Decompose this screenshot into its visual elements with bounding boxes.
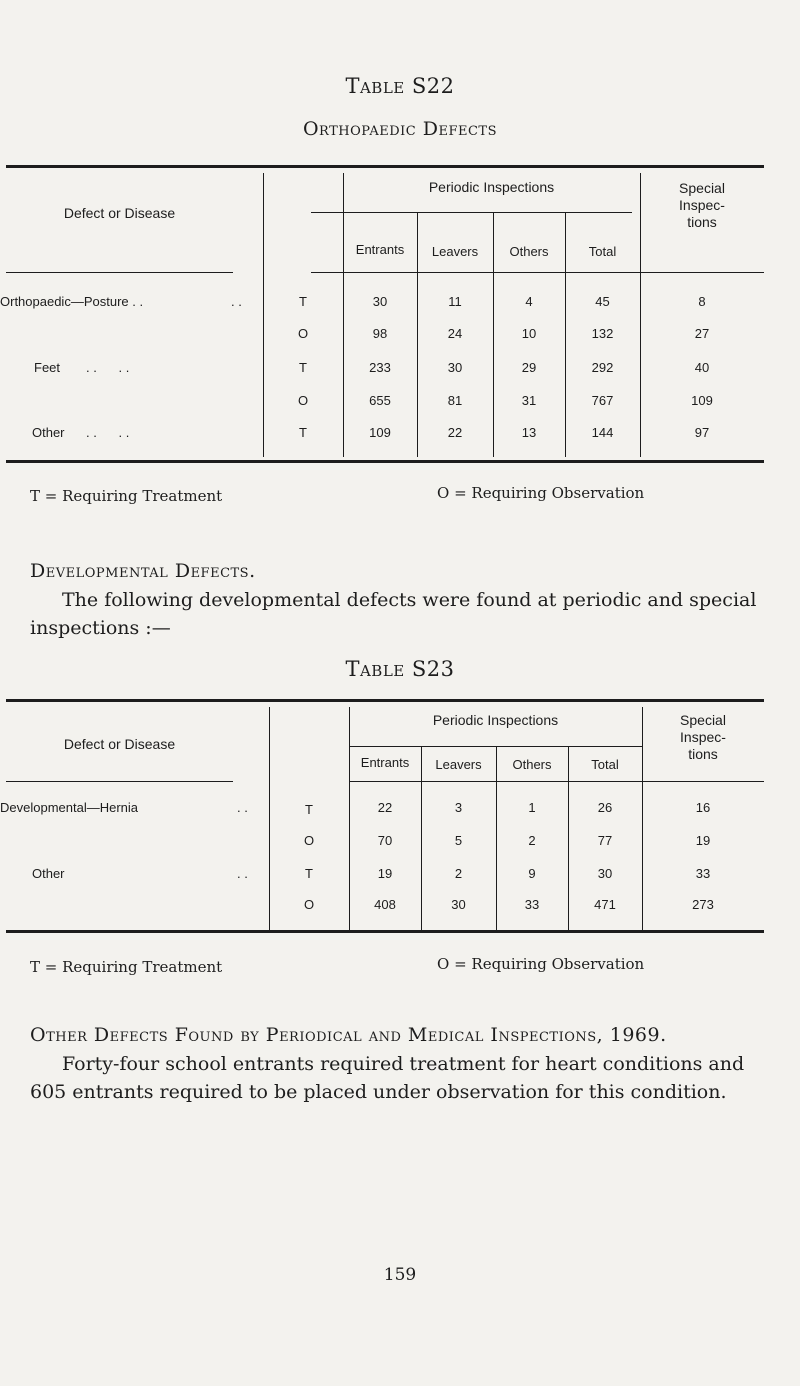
cell-entrants: 98 <box>372 326 388 341</box>
cell-leavers: 2 <box>454 866 463 881</box>
cell-total: 132 <box>591 326 614 341</box>
row-label: Developmental—Hernia <box>0 800 139 815</box>
cell-entrants: 30 <box>372 294 388 309</box>
header-rule <box>6 781 233 782</box>
header-special: Inspec- <box>680 729 726 745</box>
cell-leavers: 3 <box>454 800 463 815</box>
row-code: T <box>299 294 307 309</box>
cell-total: 30 <box>597 866 613 881</box>
header-rule <box>6 272 233 273</box>
row-label: Feet <box>34 360 61 375</box>
table1 <box>0 165 764 465</box>
row-code: O <box>303 833 315 848</box>
header-leavers: Leavers <box>435 757 482 772</box>
cell-entrants: 19 <box>377 866 393 881</box>
header-others: Others <box>512 757 552 772</box>
section2-text: The following developmental defects were found at periodic and special inspections :— <box>30 589 757 639</box>
cell-others: 1 <box>528 800 536 815</box>
header-entrants: Entrants <box>355 242 405 257</box>
table2 <box>0 699 764 939</box>
cell-others: 31 <box>521 393 537 408</box>
cell-total: 45 <box>595 294 610 309</box>
cell-others: 4 <box>525 294 533 309</box>
bottom-rule <box>6 930 764 933</box>
cell-entrants: 22 <box>377 800 393 815</box>
cell-total: 471 <box>594 897 616 912</box>
cell-special: 8 <box>698 294 706 309</box>
row-code: O <box>297 393 309 408</box>
header-entrants: Entrants <box>360 755 410 770</box>
row-dots: . . . . <box>86 360 130 375</box>
cell-others: 9 <box>528 866 536 881</box>
cell-special: 16 <box>695 800 711 815</box>
cell-leavers: 30 <box>447 360 463 375</box>
cell-leavers: 22 <box>447 425 463 440</box>
row-dots: . . <box>237 800 248 815</box>
cell-special: 109 <box>691 393 713 408</box>
row-code: T <box>299 360 307 375</box>
row-label: Orthopaedic—Posture . . <box>0 294 144 309</box>
row-code: O <box>297 326 309 341</box>
cell-leavers: 5 <box>454 833 463 848</box>
header-defect: Defect or Disease <box>63 736 176 752</box>
page-number: 159 <box>383 1265 417 1285</box>
col-divider <box>343 173 344 457</box>
header-special: tions <box>688 746 718 762</box>
header-special: Special <box>680 712 726 728</box>
periodic-subrule <box>311 212 632 213</box>
cell-leavers: 81 <box>447 393 463 408</box>
cell-others: 29 <box>521 360 537 375</box>
cell-others: 10 <box>521 326 537 341</box>
cell-total: 292 <box>591 360 614 375</box>
cell-others: 33 <box>524 897 540 912</box>
row-code: T <box>299 425 307 440</box>
cell-special: 27 <box>694 326 710 341</box>
row-code: T <box>305 802 313 817</box>
header-special: Special <box>679 180 725 196</box>
row-dots: . . <box>231 294 242 309</box>
header-others: Others <box>509 244 549 259</box>
row-label: Other <box>32 425 65 440</box>
table2-caption: Table S23 <box>345 657 455 681</box>
row-code: O <box>303 897 315 912</box>
header-periodic: Periodic Inspections <box>432 712 559 728</box>
row-label: Other <box>32 866 65 881</box>
cell-total: 767 <box>591 393 614 408</box>
cell-entrants: 109 <box>369 425 391 440</box>
legend-treatment: T = Requiring Treatment <box>30 958 223 976</box>
cell-leavers: 24 <box>447 326 463 341</box>
row-dots: . . <box>237 866 248 881</box>
cell-leavers: 11 <box>448 294 462 309</box>
cell-entrants: 233 <box>369 360 391 375</box>
cell-special: 97 <box>694 425 710 440</box>
header-rule-right <box>311 272 764 273</box>
header-defect: Defect or Disease <box>63 205 176 221</box>
section3-text: Forty-four school entrants required treatment for heart conditions and 605 entrants required to be placed under observation for this condition. <box>30 1053 745 1103</box>
top-rule <box>6 165 764 168</box>
cell-special: 19 <box>695 833 711 848</box>
col-divider <box>263 173 264 457</box>
table1-title: Orthopaedic Defects <box>302 118 498 140</box>
cell-others: 2 <box>528 833 536 848</box>
row-code: T <box>305 866 313 881</box>
cell-special: 33 <box>695 866 711 881</box>
top-rule <box>6 699 764 702</box>
cell-entrants: 70 <box>377 833 393 848</box>
cell-special: 40 <box>694 360 710 375</box>
table1-caption: Table S22 <box>345 74 455 98</box>
cell-total: 77 <box>597 833 613 848</box>
bottom-rule <box>6 460 764 463</box>
cell-special: 273 <box>692 897 714 912</box>
header-special: Inspec- <box>679 197 725 213</box>
cell-total: 26 <box>597 800 613 815</box>
cell-others: 13 <box>521 425 537 440</box>
cell-total: 144 <box>591 425 614 440</box>
row-dots: . . . . <box>86 425 130 440</box>
legend-treatment: T = Requiring Treatment <box>30 487 223 505</box>
cell-leavers: 30 <box>451 897 466 912</box>
header-total: Total <box>591 757 619 772</box>
cell-entrants: 408 <box>374 897 396 912</box>
legend-observation: O = Requiring Observation <box>437 955 645 973</box>
header-rule-right <box>349 781 764 782</box>
header-total: Total <box>588 244 617 259</box>
header-leavers: Leavers <box>431 244 479 259</box>
section2-heading: Developmental Defects. <box>30 560 256 582</box>
section3-heading: Other Defects Found by Periodical and Medical Inspections, 1969. <box>30 1024 667 1046</box>
cell-entrants: 655 <box>369 393 391 408</box>
header-periodic: Periodic Inspections <box>428 179 555 195</box>
legend-observation: O = Requiring Observation <box>437 484 645 502</box>
header-special: tions <box>687 214 717 230</box>
